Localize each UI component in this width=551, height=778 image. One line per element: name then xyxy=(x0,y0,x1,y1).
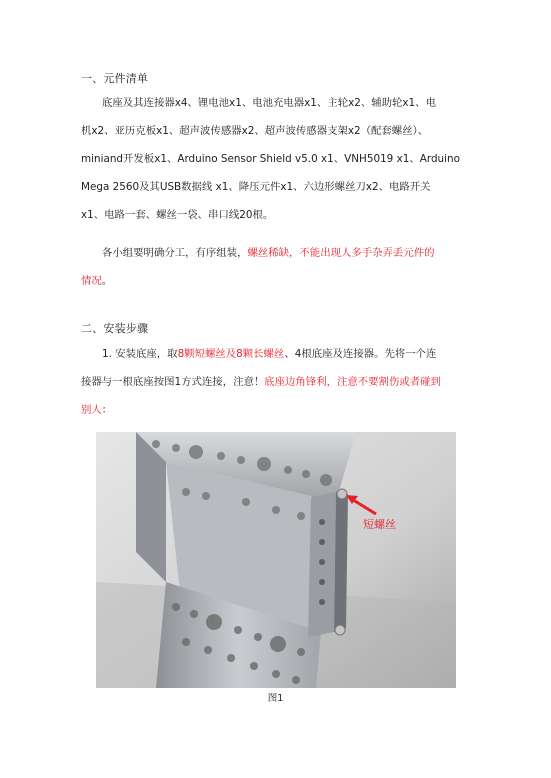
note-period: 。 xyxy=(101,275,113,287)
step-1-text xyxy=(81,340,481,424)
figure-1-photo xyxy=(96,432,456,688)
step-1-screws: 8颗短螺丝及8颗长螺丝 xyxy=(177,348,285,360)
short-screw-label: 短螺丝 xyxy=(363,518,396,531)
note-warning: 螺丝稀缺，不能出现人多手杂弄丢元件的 xyxy=(247,247,435,259)
step-1-connect: 接器与一根底座按图1方式连接，注意！ xyxy=(81,376,265,388)
list-line: Mega 2560及其USB数据线 x1、降压元件x1、六边形螺丝刀x2、电路开关 xyxy=(81,181,431,193)
list-line: 底座及其连接器x4、锂电池x1、电池充电器x1、主轮x2、辅助轮x1、电 xyxy=(102,97,436,109)
team-note xyxy=(81,239,481,295)
base-connector-photo xyxy=(96,432,456,688)
list-line: miniand开发板x1、Arduino Sensor Shield v5.0 x1、VNH5019 x1、Arduino xyxy=(81,153,460,165)
figure-caption: 图1 xyxy=(267,693,284,704)
step-1-warning: 底座边角锋利，注意不要割伤或者碰到 xyxy=(264,376,441,388)
component-list xyxy=(81,89,481,229)
note-warning-end: 情况 xyxy=(81,275,102,287)
step-1-rest: 、4根底座及连接器。先将一个连 xyxy=(284,348,437,360)
note-text: 各小组要明确分工，有序组装， xyxy=(102,247,248,259)
section-2-heading: 二、安装步骤 xyxy=(81,322,149,335)
short-screw xyxy=(337,489,347,499)
section-1-heading: 一、元件清单 xyxy=(81,72,149,85)
list-line: 机x2、亚历克板x1、超声波传感器x2、超声波传感器支架x2（配套螺丝）、 xyxy=(81,125,429,137)
step-1-intro: 1. 安装底座，取 xyxy=(102,348,178,360)
step-1-warning-end: 别人 xyxy=(81,404,102,416)
list-line: x1、电路一套、螺丝一袋、串口线20根。 xyxy=(81,209,274,221)
step-1-colon: ： xyxy=(101,404,113,416)
